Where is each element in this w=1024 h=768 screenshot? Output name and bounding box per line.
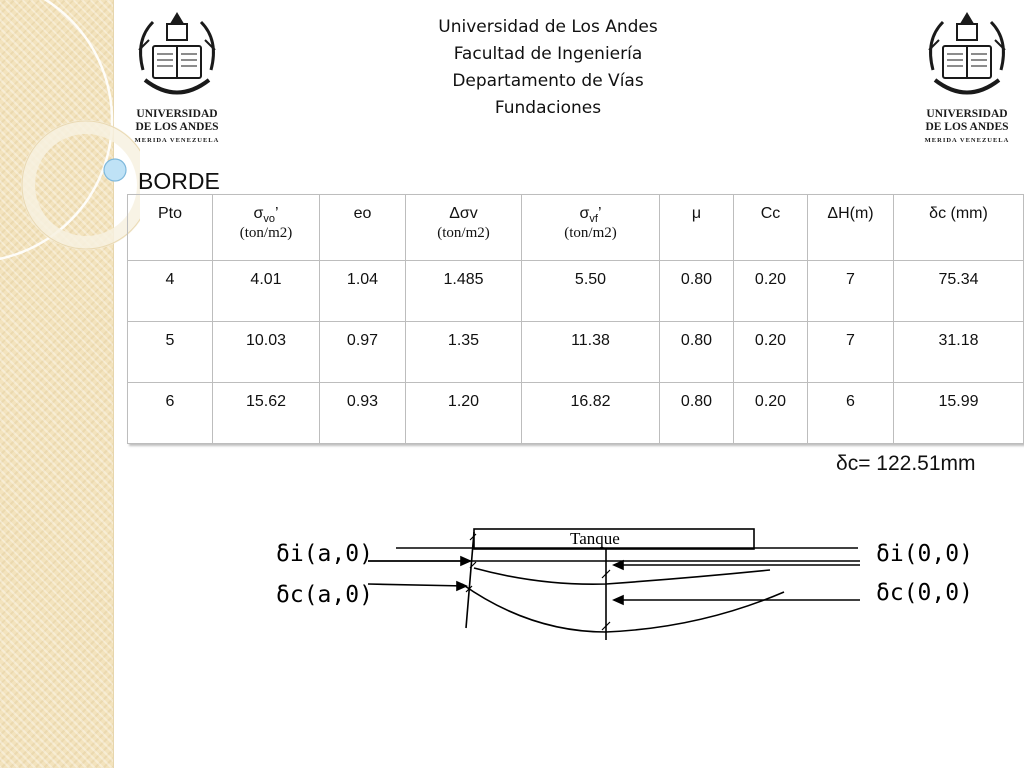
table-cell: 4.01	[213, 261, 320, 322]
col-header-sigma-vf: $\sigma_{vf}$’ (ton/m2)	[522, 195, 660, 261]
col-header-sigma-vo: $\sigma_{vo}$’ (ton/m2)	[213, 195, 320, 261]
table-cell: 5.50	[522, 261, 660, 322]
table-cell: 0.80	[660, 383, 734, 444]
table-cell: 15.62	[213, 383, 320, 444]
table-cell: 5	[128, 322, 213, 383]
table-cell: 11.38	[522, 322, 660, 383]
logo-caption: UNIVERSIDAD DE LOS ANDES	[135, 108, 219, 133]
arrow-dc-left	[368, 584, 466, 586]
table-cell: 7	[808, 261, 894, 322]
col-header-delta-c: δc (mm)	[894, 195, 1024, 261]
logo-subcaption: MERIDA VENEZUELA	[924, 137, 1010, 144]
table-row	[128, 261, 1024, 322]
col-header-delta-sigma-v: Δσv (ton/m2)	[406, 195, 522, 261]
table-cell: 0.97	[320, 322, 406, 383]
university-crest-icon	[129, 10, 225, 108]
header-university: Universidad de Los Andes	[438, 17, 658, 37]
table-cell: 4	[128, 261, 213, 322]
table-cell: 10.03	[213, 322, 320, 383]
table-cell: 75.34	[894, 261, 1024, 322]
university-logo-right	[919, 10, 1015, 150]
consolidation-settlement-curve	[462, 584, 784, 632]
table-row	[128, 322, 1024, 383]
table-cell: 1.04	[320, 261, 406, 322]
table-cell: 0.20	[734, 383, 808, 444]
table-cell: 1.485	[406, 261, 522, 322]
page-header	[348, 14, 748, 122]
table-cell: 7	[808, 322, 894, 383]
arrowhead-icon	[457, 582, 466, 590]
label-consolidation-edge: δc(a,0)	[276, 582, 373, 608]
logo-caption: UNIVERSIDAD DE LOS ANDES	[925, 108, 1009, 133]
arrowhead-icon	[461, 557, 470, 565]
label-consolidation-center: δc(0,0)	[876, 580, 973, 606]
decorative-circles	[0, 0, 140, 420]
settlement-table	[127, 194, 1024, 444]
label-immediate-center: δi(0,0)	[876, 541, 973, 567]
table-cell: 6	[128, 383, 213, 444]
table-header-row	[128, 195, 1024, 261]
header-course: Fundaciones	[494, 98, 602, 118]
col-header-mu: μ	[660, 195, 734, 261]
table-cell: 1.20	[406, 383, 522, 444]
deco-ring-medium	[28, 127, 140, 243]
table-cell: 6	[808, 383, 894, 444]
university-crest-icon	[919, 10, 1015, 108]
section-title: BORDE	[138, 168, 220, 194]
table-cell: 16.82	[522, 383, 660, 444]
table-cell: 0.93	[320, 383, 406, 444]
arrowhead-icon	[614, 596, 623, 604]
tank-label: Tanque	[570, 529, 620, 548]
col-header-cc: Cc	[734, 195, 808, 261]
header-faculty: Facultad de Ingeniería	[453, 44, 643, 64]
table-cell: 15.99	[894, 383, 1024, 444]
total-settlement: δc= 122.51mm	[836, 452, 976, 475]
edge-axis	[466, 532, 474, 628]
table-cell: 1.35	[406, 322, 522, 383]
header-department: Departamento de Vías	[452, 71, 644, 91]
university-logo-left	[129, 10, 225, 150]
col-header-delta-h: ΔH(m)	[808, 195, 894, 261]
immediate-settlement-curve	[474, 568, 770, 584]
col-header-pto: Pto	[128, 195, 213, 261]
table-cell: 31.18	[894, 322, 1024, 383]
col-header-eo: eo	[320, 195, 406, 261]
table-cell: 0.80	[660, 261, 734, 322]
table-row	[128, 383, 1024, 444]
label-immediate-edge: δi(a,0)	[276, 541, 373, 567]
logo-subcaption: MERIDA VENEZUELA	[134, 137, 220, 144]
deco-bullet-dot	[104, 159, 126, 181]
table-cell: 0.80	[660, 322, 734, 383]
table-cell: 0.20	[734, 322, 808, 383]
arrowhead-icon	[614, 561, 623, 569]
table-cell: 0.20	[734, 261, 808, 322]
